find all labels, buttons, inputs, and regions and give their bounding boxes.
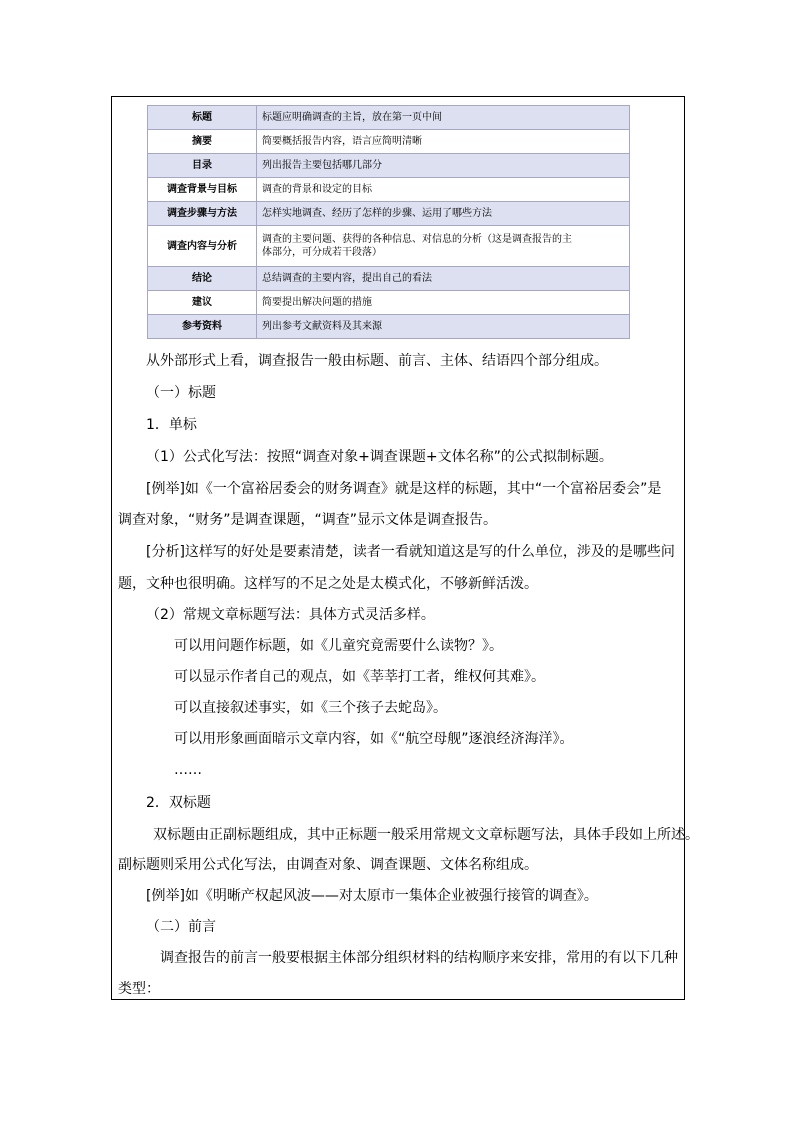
row-key: 摘要 xyxy=(148,130,257,154)
row-key: 建议 xyxy=(148,291,257,315)
subsection-heading: 2．双标题 xyxy=(146,795,211,811)
section-heading: （一）标题 xyxy=(146,385,216,401)
table-row xyxy=(148,267,630,291)
row-key: 调查背景与目标 xyxy=(148,178,257,202)
paragraph-line: 双标题由正副标题组成，其中正标题一般采用常规文文章标题写法，具体手段如上所述。 xyxy=(153,827,699,843)
intro-paragraph: 从外部形式上看，调查报告一般由标题、前言、主体、结语四个部分组成。 xyxy=(146,353,608,369)
row-value: 简要提出解决问题的措施 xyxy=(257,291,630,315)
analysis-line: 题，文种也很明确。这样写的不足之处是太模式化，不够新鲜活泼。 xyxy=(118,576,538,592)
example-line: [例举]如《明晰产权起风波——对太原市一集体企业被强行接管的调查》。 xyxy=(146,888,598,904)
subsection-heading: 1．单标 xyxy=(146,417,197,433)
paragraph-line: 调查报告的前言一般要根据主体部分组织材料的结构顺序来安排，常用的有以下几种 xyxy=(160,950,678,966)
table-row xyxy=(148,291,630,315)
analysis-line: [分析]这样写的好处是要素清楚，读者一看就知道这是写的什么单位，涉及的是哪些问 xyxy=(146,544,675,560)
table-row xyxy=(148,315,630,339)
row-value: 简要概括报告内容，语言应简明清晰 xyxy=(257,130,630,154)
row-key: 标题 xyxy=(148,106,257,130)
table-row xyxy=(148,106,630,130)
list-item: 可以用形象画面暗示文章内容，如《“航空母舰”逐浪经济海洋》。 xyxy=(174,731,574,747)
report-structure-table xyxy=(147,105,630,339)
table-row xyxy=(148,202,630,226)
row-value xyxy=(257,226,630,267)
paragraph: （1）公式化写法：按照“调查对象+调查课题+文体名称”的公式拟制标题。 xyxy=(146,449,613,465)
row-key: 调查内容与分析 xyxy=(148,226,257,267)
section-heading: （二）前言 xyxy=(146,919,216,935)
row-value: 调查的背景和设定的目标 xyxy=(257,178,630,202)
list-item: 可以显示作者自己的观点，如《莘莘打工者，维权何其难》。 xyxy=(174,669,545,685)
row-value-line: 调查的主要问题、获得的各种信息、对信息的分析（这是调查报告的主 xyxy=(262,234,572,245)
row-value: 列出参考文献资料及其来源 xyxy=(257,315,630,339)
row-key: 调查步骤与方法 xyxy=(148,202,257,226)
list-item: 可以用问题作标题，如《儿童究竟需要什么读物？》。 xyxy=(174,638,503,654)
paragraph-line: 类型： xyxy=(118,981,160,997)
row-key: 目录 xyxy=(148,154,257,178)
row-key: 参考资料 xyxy=(148,315,257,339)
paragraph: （2）常规文章标题写法：具体方式灵活多样。 xyxy=(146,607,435,623)
example-line: [例举]如《一个富裕居委会的财务调查》就是这样的标题，其中“一个富裕居委会”是 xyxy=(146,481,662,497)
paragraph-line: 副标题则采用公式化写法，由调查对象、调查课题、文体名称组成。 xyxy=(118,857,538,873)
row-value: 列出报告主要包括哪几部分 xyxy=(257,154,630,178)
ellipsis: …… xyxy=(174,762,202,778)
row-value: 怎样实地调查、经历了怎样的步骤、运用了哪些方法 xyxy=(257,202,630,226)
table-row xyxy=(148,130,630,154)
example-line: 调查对象，“财务”是调查课题，“调查”显示文体是调查报告。 xyxy=(118,512,498,528)
row-value-line: 体部分，可分成若干段落） xyxy=(262,247,382,258)
row-value: 标题应明确调查的主旨，放在第一页中间 xyxy=(257,106,630,130)
list-item: 可以直接叙述事实，如《三个孩子去蛇岛》。 xyxy=(174,700,447,716)
table-row xyxy=(148,226,630,267)
table-row xyxy=(148,178,630,202)
row-key: 结论 xyxy=(148,267,257,291)
row-value: 总结调查的主要内容，提出自己的看法 xyxy=(257,267,630,291)
table-row xyxy=(148,154,630,178)
